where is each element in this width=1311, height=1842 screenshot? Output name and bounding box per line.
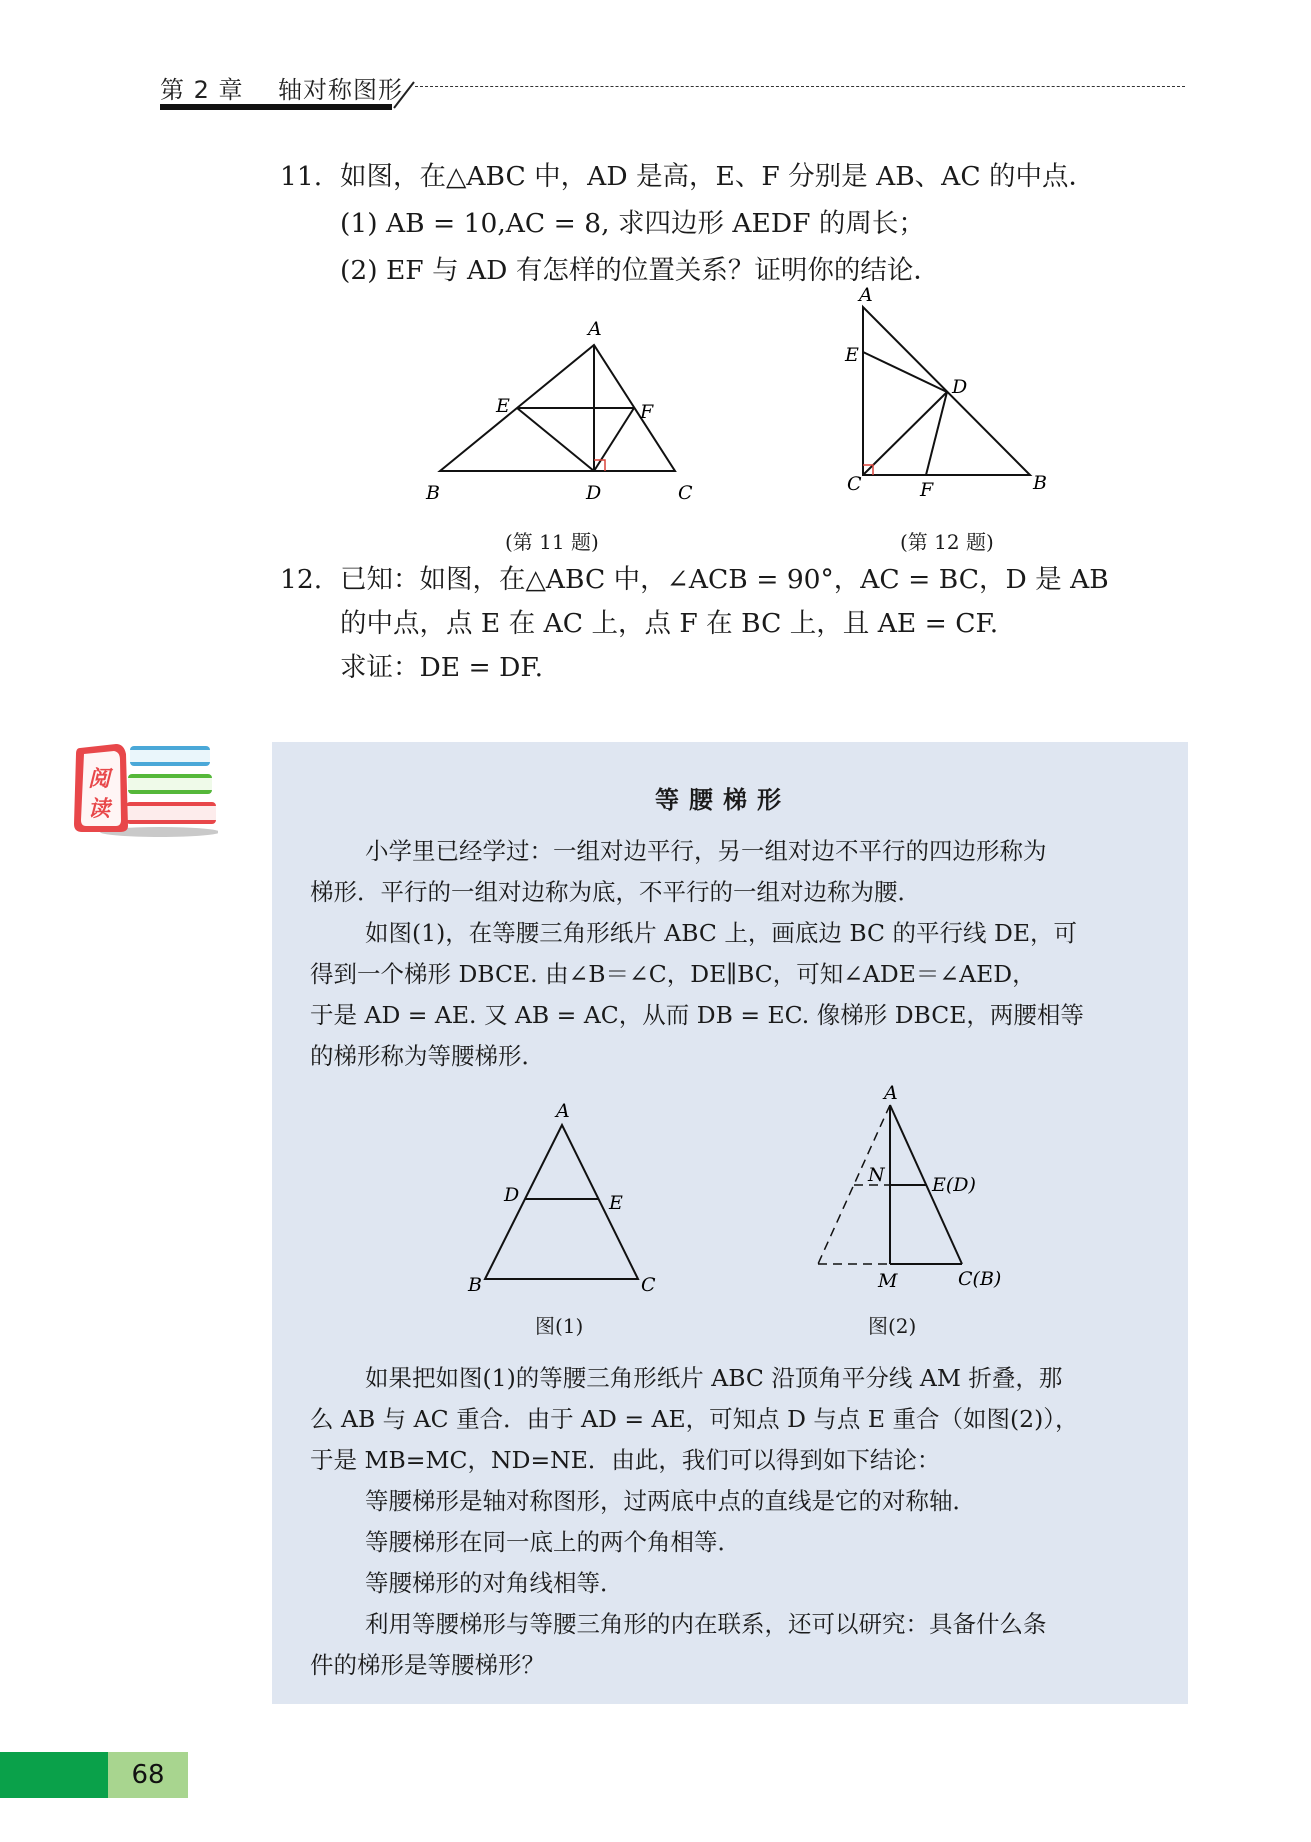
reading-p3-line3: 于是 MB=MC，ND=NE．由此，我们可以得到如下结论： <box>310 1446 941 1474</box>
badge-char-1: 阅 <box>88 767 111 792</box>
reading-conclusion-3: 等腰梯形的对角线相等． <box>365 1569 624 1597</box>
chapter-header: 第 2 章 轴对称图形 <box>160 76 404 104</box>
reading-p2-line4: 的梯形称为等腰梯形． <box>310 1042 545 1070</box>
reading-figure-1 <box>460 1095 680 1295</box>
segment-de <box>863 352 947 392</box>
label-a: A <box>884 1085 898 1104</box>
reading-caption-2: 图(2) <box>868 1314 917 1338</box>
q12-line2: 的中点，点 E 在 AC 上，点 F 在 BC 上，且 AE = CF. <box>340 608 999 639</box>
segment-ed <box>517 408 594 471</box>
label-n: N <box>868 1164 885 1186</box>
reading-caption-1: 图(1) <box>535 1314 584 1338</box>
label-d: D <box>586 482 602 504</box>
q12-number: 12. <box>280 564 323 595</box>
label-a: A <box>556 1100 570 1122</box>
label-m: M <box>878 1270 898 1292</box>
q11-number: 11. <box>280 161 323 192</box>
reading-conclusion-2: 等腰梯形在同一底上的两个角相等． <box>365 1528 741 1556</box>
reading-p4-line2: 件的梯形是等腰梯形？ <box>310 1651 545 1679</box>
header-slash <box>392 80 416 110</box>
q11-part1: (1) AB = 10,AC = 8, 求四边形 AEDF 的周长； <box>340 208 925 239</box>
label-f: F <box>640 401 654 423</box>
label-d: D <box>952 376 968 398</box>
q11-stem: 如图，在△ABC 中，AD 是高，E、F 分别是 AB、AC 的中点． <box>340 161 1096 192</box>
q12-line1: 已知：如图，在△ABC 中，∠ACB = 90°，AC = BC，D 是 AB <box>340 564 1109 595</box>
label-f: F <box>920 479 934 501</box>
segment-fd <box>594 408 634 471</box>
label-b: B <box>468 1274 482 1295</box>
page-number: 68 <box>131 1760 165 1790</box>
badge-char-2: 读 <box>88 797 111 822</box>
figure-q11 <box>420 310 720 510</box>
reading-p1-line2: 梯形．平行的一组对边称为底，不平行的一组对边称为腰． <box>310 878 921 906</box>
header-underline <box>160 104 392 110</box>
figure-q12 <box>835 285 1055 505</box>
label-ed: E(D) <box>932 1174 976 1196</box>
label-e: E <box>609 1192 623 1214</box>
label-d: D <box>504 1184 520 1206</box>
label-cb: C(B) <box>958 1268 1002 1290</box>
segment-df <box>926 392 947 475</box>
label-b: B <box>1033 472 1047 494</box>
reading-p2-line2: 得到一个梯形 DBCE. 由∠B＝∠C，DE∥BC，可知∠ADE＝∠AED， <box>310 960 1036 988</box>
reading-title: 等腰梯形 <box>655 786 791 814</box>
label-e: E <box>845 344 859 366</box>
page-number-band <box>0 1752 108 1798</box>
label-a: A <box>859 285 873 306</box>
label-c: C <box>847 473 862 495</box>
segment-dc <box>863 392 947 475</box>
label-e: E <box>496 395 510 417</box>
reading-books-icon <box>68 740 218 840</box>
label-c: C <box>641 1274 656 1295</box>
reading-p2-line1: 如图(1)，在等腰三角形纸片 ABC 上，画底边 BC 的平行线 DE，可 <box>365 919 1077 947</box>
label-b: B <box>426 482 440 504</box>
reading-figure-2 <box>790 1085 1030 1295</box>
label-c: C <box>678 482 693 504</box>
caption-q11: (第 11 题) <box>505 530 599 554</box>
q12-line3: 求证：DE = DF. <box>340 652 544 683</box>
reading-p1-line1: 小学里已经学过：一组对边平行，另一组对边不平行的四边形称为 <box>365 837 1047 865</box>
reading-conclusion-1: 等腰梯形是轴对称图形，过两底中点的直线是它的对称轴． <box>365 1487 976 1515</box>
label-a: A <box>588 318 602 340</box>
caption-q12: (第 12 题) <box>900 530 994 554</box>
header-dashed-rule <box>415 86 1185 87</box>
reading-p3-line2: 么 AB 与 AC 重合．由于 AD = AE，可知点 D 与点 E 重合（如图(2)）， <box>310 1405 1079 1433</box>
q11-part2: (2) EF 与 AD 有怎样的位置关系？证明你的结论． <box>340 255 940 286</box>
reading-p3-line1: 如果把如图(1)的等腰三角形纸片 ABC 沿顶角平分线 AM 折叠，那 <box>365 1364 1063 1392</box>
reading-p4-line1: 利用等腰梯形与等腰三角形的内在联系，还可以研究：具备什么条 <box>365 1610 1047 1638</box>
reading-p2-line3: 于是 AD = AE. 又 AB = AC，从而 DB = EC. 像梯形 DBCE，两腰相等 <box>310 1001 1084 1029</box>
